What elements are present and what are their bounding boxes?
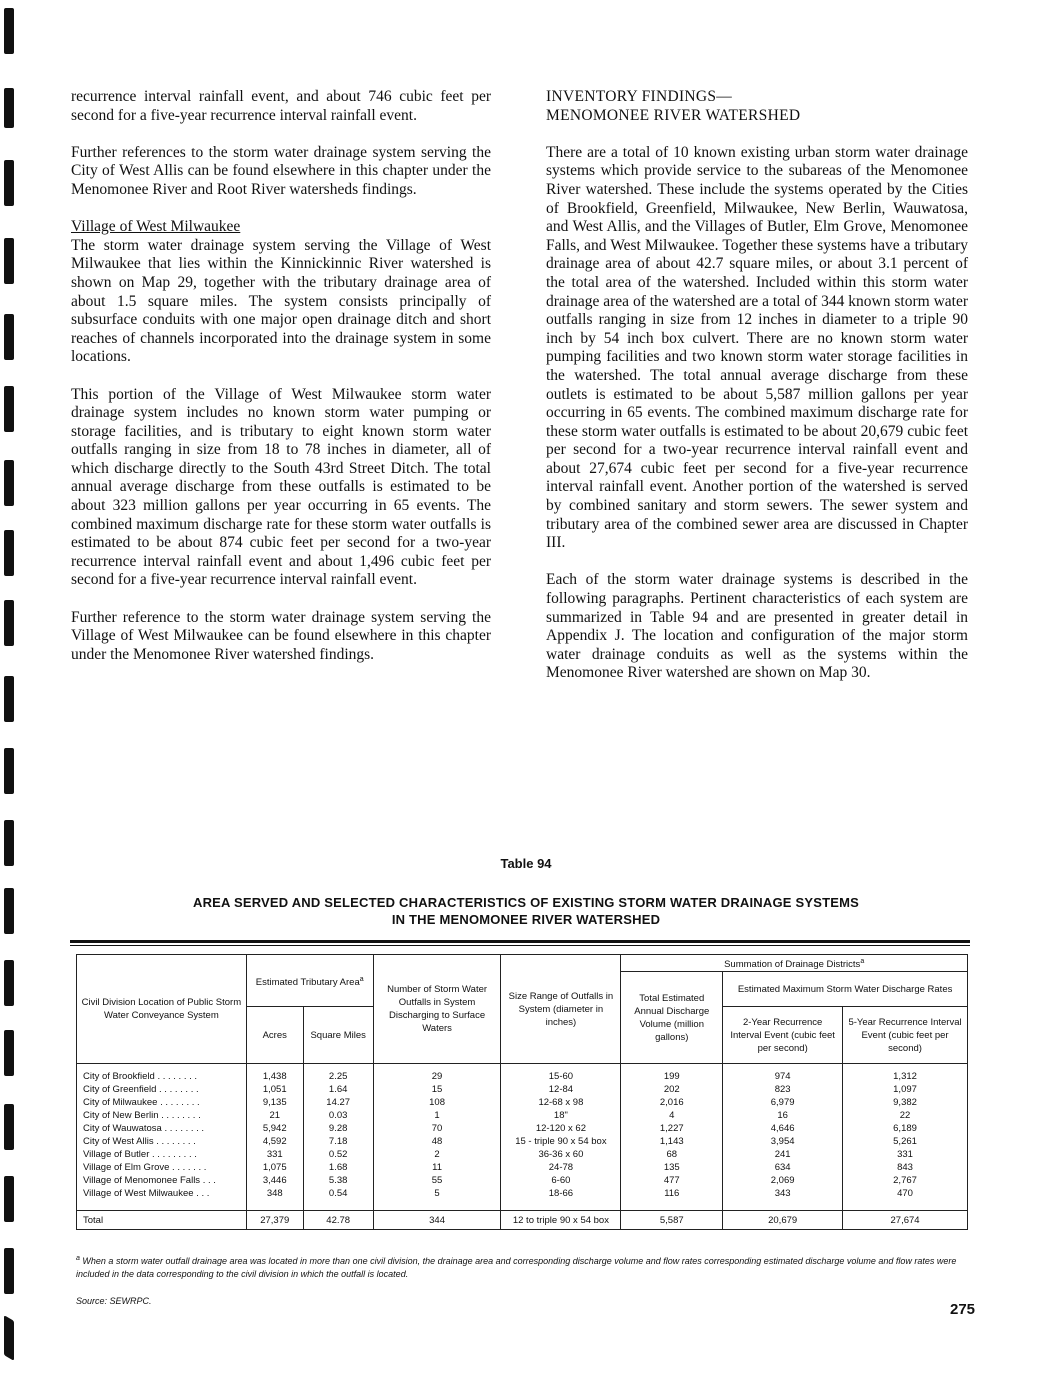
cell-five-year: 331 <box>843 1148 968 1161</box>
header-outfalls: Number of Storm Water Outfalls in System Discharging to Surface Waters <box>373 955 501 1064</box>
header-square-miles: Square Miles <box>303 1007 373 1064</box>
cell-sqmi: 0.54 <box>303 1187 373 1211</box>
heading-line: INVENTORY FINDINGS— <box>546 88 733 105</box>
cell-two-year: 823 <box>723 1083 843 1096</box>
table-row <box>77 1148 968 1161</box>
binding-mark <box>4 8 14 54</box>
cell-five-year: 470 <box>843 1187 968 1211</box>
cell-sqmi: 7.18 <box>303 1135 373 1148</box>
cell-two-year: 634 <box>723 1161 843 1174</box>
binding-mark <box>4 238 14 284</box>
cell-acres: 9,135 <box>246 1096 303 1109</box>
header-two-year: 2-Year Recurrence Interval Event (cubic feet per second) <box>723 1007 843 1064</box>
cell-sqmi: 5.38 <box>303 1174 373 1187</box>
binding-mark <box>4 600 14 646</box>
binding-mark <box>4 530 14 576</box>
cell-annual: 135 <box>621 1161 723 1174</box>
cell-acres: 3,446 <box>246 1174 303 1187</box>
binding-mark <box>4 748 14 794</box>
cell-outfalls: 48 <box>373 1135 501 1148</box>
cell-two-year: 4,646 <box>723 1122 843 1135</box>
cell-annual: 1,227 <box>621 1122 723 1135</box>
cell-name: Village of Butler . . . . . . . . . <box>77 1148 247 1161</box>
paragraph: This portion of the Village of West Milwaukee storm water drainage system includes no known storm water pumping or storage facilities, and is tributary to eight known storm water outfalls ranging in size from 18 to 78 inches in diameter, all of which discharge directly to the South 43rd Street Ditch. The total annual average discharge from these outfalls is estimated to be about 323 million gallons per year occurring in 65 events. The combined maximum discharge rate for these storm water outfalls is estimated to be about 874 cubic feet per second for a two-year recurrence interval rainfall event and about 1,496 cubic feet per second for a five-year recurrence interval rainfall event. <box>71 385 491 589</box>
cell-name: City of Wauwatosa . . . . . . . . <box>77 1122 247 1135</box>
cell-acres: 5,942 <box>246 1122 303 1135</box>
binding-mark <box>4 88 14 128</box>
cell-five-year: 1,312 <box>843 1064 968 1084</box>
cell-acres: 4,592 <box>246 1135 303 1148</box>
cell-annual: 2,016 <box>621 1096 723 1109</box>
cell-outfalls: 70 <box>373 1122 501 1135</box>
paragraph: Further references to the storm water drainage system serving the City of West Allis can be found elsewhere in this chapter under the Menomonee River and Root River watersheds findings. <box>71 143 491 198</box>
cell-acres: 21 <box>246 1109 303 1122</box>
cell-annual: 68 <box>621 1148 723 1161</box>
cell-five-year: 2,767 <box>843 1174 968 1187</box>
binding-mark <box>4 1030 14 1076</box>
cell-name: Village of Menomonee Falls . . . <box>77 1174 247 1187</box>
cell-five-year: 1,097 <box>843 1083 968 1096</box>
paragraph: There are a total of 10 known existing urban storm water drainage systems which provide service to the subareas of the Menomonee River watershed. These include the systems operated by the Cities of Brookfield, Greenfield, Milwaukee, New Berlin, Wauwatosa, and West Allis, and the Villages of Butler, Elm Grove, Menomonee Falls, and West Milwaukee. Together these systems have a tributary drainage area of about 42.7 square miles, or about 3.1 percent of the total area of the watershed. Included within this storm water drainage area of the watershed are a total of 344 known storm water outfalls ranging in size from 12 inches in diameter to a triple 90 inch by 54 inch box culvert. There are no known storm water pumping facilities and two known storm water storage facilities in the watershed. The total annual average discharge from these outlets is estimated to be about 5,587 million gallons per year occurring in 65 events. The combined maximum discharge rate for these storm water outfalls is estimated to be about 20,679 cubic feet per second for a two-year recurrence interval rainfall event and about 27,674 cubic feet per second for a five-year recurrence interval rainfall event. Another portion of the watershed is served by combined sanitary and storm sewers. The sewer system and tributary area of the combined sewer area are discussed in Chapter III. <box>546 143 968 552</box>
cell-annual: 199 <box>621 1064 723 1084</box>
binding-mark <box>4 676 14 722</box>
cell-acres: 1,051 <box>246 1083 303 1096</box>
cell-acres: 348 <box>246 1187 303 1211</box>
paragraph: recurrence interval rainfall event, and about 746 cubic feet per second for a five-year recurrence interval rainfall event. <box>71 88 491 124</box>
cell-outfalls: 1 <box>373 1109 501 1122</box>
cell-outfalls: 15 <box>373 1083 501 1096</box>
table-row <box>77 1109 968 1122</box>
binding-mark <box>4 1315 14 1361</box>
cell-five-year: 22 <box>843 1109 968 1122</box>
binding-mark <box>4 460 14 506</box>
cell-outfalls: 2 <box>373 1148 501 1161</box>
cell-two-year: 2,069 <box>723 1174 843 1187</box>
table-row <box>77 1135 968 1148</box>
cell-size: 12-84 <box>501 1083 621 1096</box>
cell-acres: 1,075 <box>246 1161 303 1174</box>
header-civil-division: Civil Division Location of Public Storm Water Conveyance System <box>77 955 247 1064</box>
cell-name: City of New Berlin . . . . . . . . <box>77 1109 247 1122</box>
cell-two-year: 343 <box>723 1187 843 1211</box>
cell-size: 12-68 x 98 <box>501 1096 621 1109</box>
cell-annual: 477 <box>621 1174 723 1187</box>
right-column <box>546 88 968 702</box>
cell-two-year: 241 <box>723 1148 843 1161</box>
cell-sqmi: 9.28 <box>303 1122 373 1135</box>
cell-size: 12 to triple 90 x 54 box <box>501 1211 621 1230</box>
cell-annual: 202 <box>621 1083 723 1096</box>
table-row <box>77 1083 968 1096</box>
table-row <box>77 1174 968 1187</box>
header-annual-discharge: Total Estimated Annual Discharge Volume (million gallons) <box>621 972 723 1064</box>
cell-two-year: 16 <box>723 1109 843 1122</box>
header-size-range: Size Range of Outfalls in System (diameter in inches) <box>501 955 621 1064</box>
cell-name: Village of Elm Grove . . . . . . . <box>77 1161 247 1174</box>
header-acres: Acres <box>246 1007 303 1064</box>
table-rule <box>70 945 970 946</box>
cell-name: City of Brookfield . . . . . . . . <box>77 1064 247 1084</box>
header-summation: Summation of Drainage Districts$^a$ <box>621 955 968 972</box>
header-tributary-area: Estimated Tributary Area$^a$ <box>246 955 373 1007</box>
cell-sqmi: 1.68 <box>303 1161 373 1174</box>
cell-outfalls: 5 <box>373 1187 501 1211</box>
header-max-rates: Estimated Maximum Storm Water Discharge Rates <box>723 972 968 1007</box>
cell-outfalls: 108 <box>373 1096 501 1109</box>
cell-sqmi: 2.25 <box>303 1064 373 1084</box>
cell-outfalls: 29 <box>373 1064 501 1084</box>
table-label: Table 94 <box>500 856 552 871</box>
cell-outfalls: 11 <box>373 1161 501 1174</box>
binding-mark <box>4 160 14 206</box>
cell-annual: 1,143 <box>621 1135 723 1148</box>
cell-five-year: 843 <box>843 1161 968 1174</box>
cell-five-year: 5,261 <box>843 1135 968 1148</box>
header-five-year: 5-Year Recurrence Interval Event (cubic feet per second) <box>843 1007 968 1064</box>
cell-two-year: 974 <box>723 1064 843 1084</box>
table-title-line: IN THE MENOMONEE RIVER WATERSHED <box>391 912 661 927</box>
cell-name: City of Greenfield . . . . . . . . <box>77 1083 247 1096</box>
table-row <box>77 1187 968 1211</box>
binding-mark <box>4 1176 14 1222</box>
cell-size: 18" <box>501 1109 621 1122</box>
paragraph: Further reference to the storm water drainage system serving the Village of West Milwaukee can be found elsewhere in this chapter under the Menomonee River watershed findings. <box>71 608 491 663</box>
cell-size: 15 - triple 90 x 54 box <box>501 1135 621 1148</box>
left-column <box>71 88 491 683</box>
binding-mark <box>4 1104 14 1150</box>
cell-five-year: 6,189 <box>843 1122 968 1135</box>
cell-acres: 331 <box>246 1148 303 1161</box>
cell-annual: 4 <box>621 1109 723 1122</box>
table-title <box>100 894 952 928</box>
cell-name: City of West Allis . . . . . . . . <box>77 1135 247 1148</box>
cell-five-year: 9,382 <box>843 1096 968 1109</box>
cell-two-year: 3,954 <box>723 1135 843 1148</box>
cell-annual: 116 <box>621 1187 723 1211</box>
table-footnote: $^a$ When a storm water outfall drainage area was located in more than one civil division, the drainage area and corresponding discharge volume and flow rates corresponding estimated discharge volume and flow rates were included in the data corresponding to the civil division in which the outfall is located. <box>76 1255 957 1279</box>
cell-outfalls: 55 <box>373 1174 501 1187</box>
cell-sqmi: 14.27 <box>303 1096 373 1109</box>
section-heading: Village of West Milwaukee <box>71 218 241 236</box>
cell-size: 18-66 <box>501 1187 621 1211</box>
cell-size: 12-120 x 62 <box>501 1122 621 1135</box>
table-total-row <box>77 1211 968 1230</box>
cell-sqmi: 42.78 <box>303 1211 373 1230</box>
table-row <box>77 1064 968 1084</box>
cell-outfalls: 344 <box>373 1211 501 1230</box>
table-row <box>77 1122 968 1135</box>
binding-mark <box>4 888 14 934</box>
binding-mark <box>4 1248 14 1294</box>
paragraph: Each of the storm water drainage systems is described in the following paragraphs. Pertinent characteristics of each system are summarized in Table 94 and are presented in greater detail in Appendix J. The location and configuration of the major storm water drainage conduits as well as the systems within the Menomonee River watershed are shown on Map 30. <box>546 571 968 682</box>
paragraph: The storm water drainage system serving the Village of West Milwaukee that lies within the Kinnickinnic River watershed is shown on Map 29, together with the tributary drainage area of about 1.5 square miles. The system consists principally of subsurface conduits with one major open drainage ditch and short reaches of channels incorporated into the drainage system in some locations. <box>71 236 491 366</box>
table-source: Source: SEWRPC. <box>76 1296 152 1306</box>
cell-sqmi: 0.52 <box>303 1148 373 1161</box>
cell-sqmi: 0.03 <box>303 1109 373 1122</box>
cell-two-year: 20,679 <box>723 1211 843 1230</box>
heading-line: MENOMONEE RIVER WATERSHED <box>546 106 801 124</box>
cell-two-year: 6,979 <box>723 1096 843 1109</box>
cell-five-year: 27,674 <box>843 1211 968 1230</box>
cell-size: 6-60 <box>501 1174 621 1187</box>
cell-acres: 1,438 <box>246 1064 303 1084</box>
binding-mark <box>4 386 14 432</box>
cell-name: City of Milwaukee . . . . . . . . <box>77 1096 247 1109</box>
cell-name: Village of West Milwaukee . . . <box>77 1187 247 1211</box>
table-row <box>77 1096 968 1109</box>
cell-size: 36-36 x 60 <box>501 1148 621 1161</box>
table-body <box>77 1064 968 1211</box>
cell-name: Total <box>77 1211 247 1230</box>
cell-size: 24-78 <box>501 1161 621 1174</box>
cell-acres: 27,379 <box>246 1211 303 1230</box>
binding-mark <box>4 960 14 1006</box>
cell-annual: 5,587 <box>621 1211 723 1230</box>
table-row <box>77 1161 968 1174</box>
binding-mark <box>4 314 14 360</box>
page-number: 275 <box>950 1301 976 1318</box>
section-heading <box>546 88 968 125</box>
table-rule <box>70 940 970 943</box>
data-table <box>76 954 968 1230</box>
table-title-line: AREA SERVED AND SELECTED CHARACTERISTICS OF EXISTING STORM WATER DRAINAGE SYSTEMS <box>192 895 860 910</box>
cell-size: 15-60 <box>501 1064 621 1084</box>
cell-sqmi: 1.64 <box>303 1083 373 1096</box>
